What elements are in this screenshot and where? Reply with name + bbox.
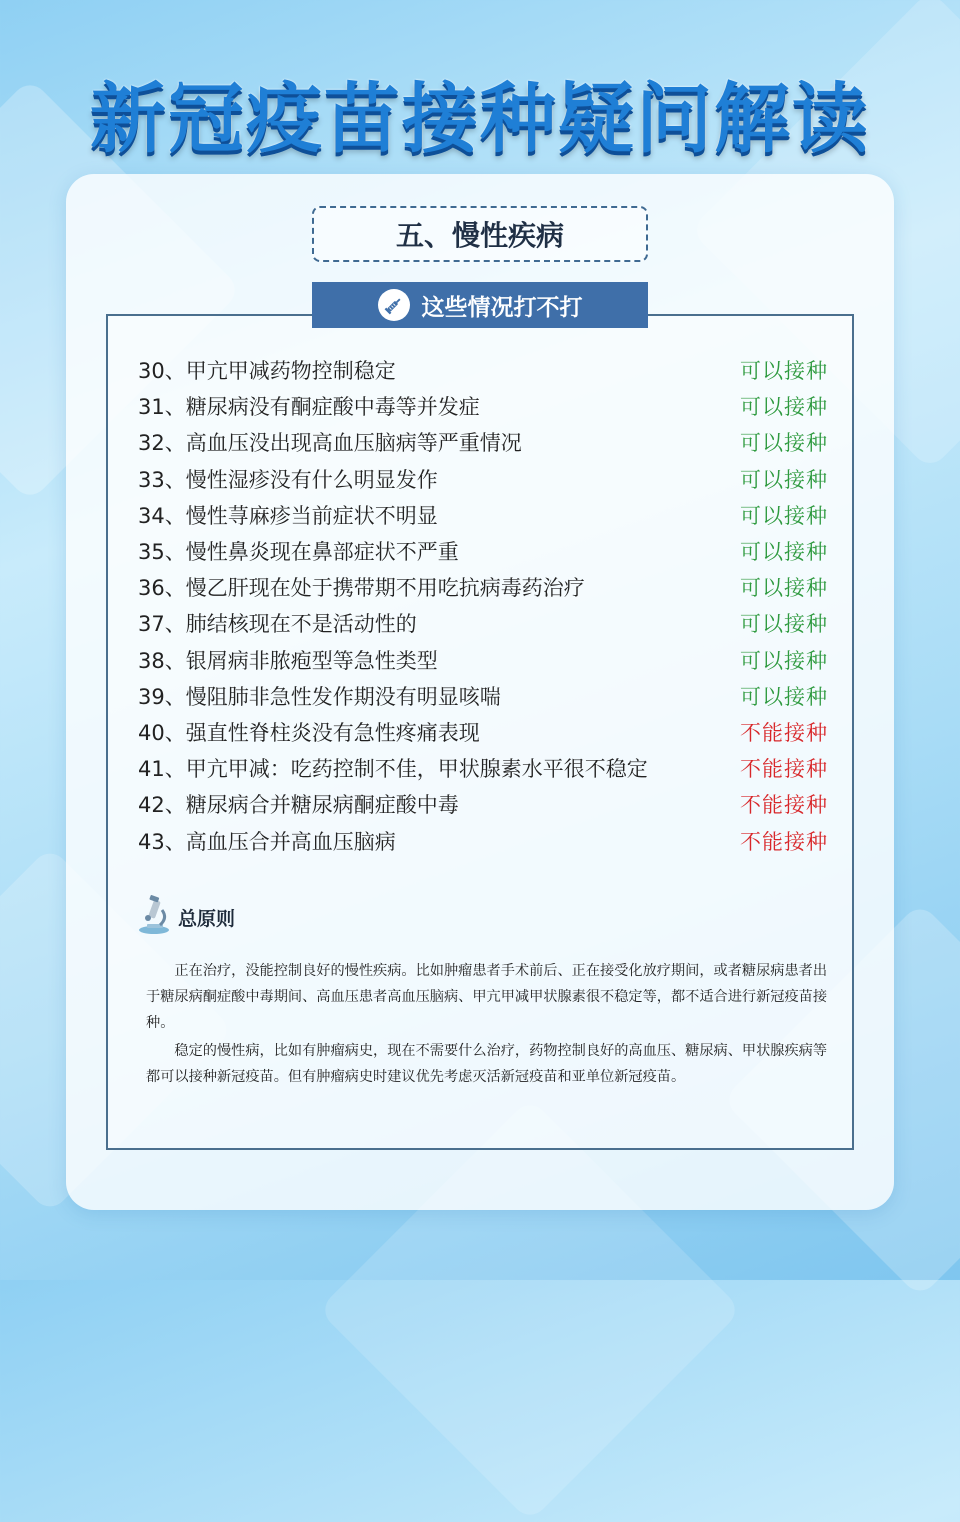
condition-text: 42、糖尿病合并糖尿病酮症酸中毒 <box>138 793 459 818</box>
condition-text: 39、慢阻肺非急性发作期没有明显咳喘 <box>138 684 501 709</box>
condition-text: 43、高血压合并高血压脑病 <box>138 829 396 854</box>
list-item <box>138 497 828 533</box>
condition-text: 31、糖尿病没有酮症酸中毒等并发症 <box>138 395 480 420</box>
condition-text: 38、银屑病非脓疱型等急性类型 <box>138 648 438 673</box>
microscope-icon <box>134 894 174 941</box>
condition-text: 33、慢性湿疹没有什么明显发作 <box>138 467 438 492</box>
list-item <box>138 424 828 460</box>
section-heading: 五、慢性疾病 <box>312 206 648 262</box>
page-title: 新冠疫苗接种疑问解读 <box>90 74 870 163</box>
subtitle-label: 这些情况打不打 <box>421 294 583 321</box>
condition-list <box>138 352 828 859</box>
principle-heading <box>134 894 235 941</box>
syringe-icon <box>378 289 410 321</box>
list-item <box>138 461 828 497</box>
list-item <box>138 569 828 605</box>
verdict-label: 可以接种 <box>740 612 828 637</box>
verdict-label: 不能接种 <box>740 757 828 782</box>
verdict-label: 可以接种 <box>740 431 828 456</box>
condition-text: 40、强直性脊柱炎没有急性疼痛表现 <box>138 720 480 745</box>
condition-text: 34、慢性荨麻疹当前症状不明显 <box>138 503 438 528</box>
verdict-label: 不能接种 <box>740 793 828 818</box>
condition-text: 36、慢乙肝现在处于携带期不用吃抗病毒药治疗 <box>138 576 585 601</box>
list-item <box>138 605 828 641</box>
list-item <box>138 352 828 388</box>
condition-text: 30、甲亢甲减药物控制稳定 <box>138 359 396 384</box>
principle-heading-label: 总原则 <box>178 908 236 930</box>
verdict-label: 不能接种 <box>740 720 828 745</box>
list-item <box>138 388 828 424</box>
condition-text: 37、肺结核现在不是活动性的 <box>138 612 417 637</box>
verdict-label: 不能接种 <box>740 829 828 854</box>
verdict-label: 可以接种 <box>740 395 828 420</box>
verdict-label: 可以接种 <box>740 503 828 528</box>
subtitle-bar <box>312 282 648 328</box>
condition-text: 32、高血压没出现高血压脑病等严重情况 <box>138 431 522 456</box>
list-item <box>138 750 828 786</box>
principle-paragraph: 正在治疗，没能控制良好的慢性疾病。比如肿瘤患者手术前后、正在接受化放疗期间，或者糖尿病患者出于糖尿病酮症酸中毒期间、高血压患者高血压脑病、甲亢甲减甲状腺素很不稳定等，都不适合进行新冠疫苗接种。 <box>146 963 828 1031</box>
verdict-label: 可以接种 <box>740 359 828 384</box>
principle-paragraph: 稳定的慢性病，比如有肿瘤病史，现在不需要什么治疗，药物控制良好的高血压、糖尿病、甲状腺疾病等都可以接种新冠疫苗。但有肿瘤病史时建议优先考虑灭活新冠疫苗和亚单位新冠疫苗。 <box>146 1043 828 1085</box>
list-item <box>138 678 828 714</box>
verdict-label: 可以接种 <box>740 467 828 492</box>
condition-text: 35、慢性鼻炎现在鼻部症状不严重 <box>138 540 459 565</box>
list-item <box>138 822 828 858</box>
condition-text: 41、甲亢甲减：吃药控制不佳，甲状腺素水平很不稳定 <box>138 757 648 782</box>
list-item <box>138 786 828 822</box>
principle-text <box>146 958 832 1092</box>
verdict-label: 可以接种 <box>740 540 828 565</box>
list-item <box>138 533 828 569</box>
list-item <box>138 714 828 750</box>
verdict-label: 可以接种 <box>740 648 828 673</box>
list-item <box>138 642 828 678</box>
verdict-label: 可以接种 <box>740 684 828 709</box>
verdict-label: 可以接种 <box>740 576 828 601</box>
